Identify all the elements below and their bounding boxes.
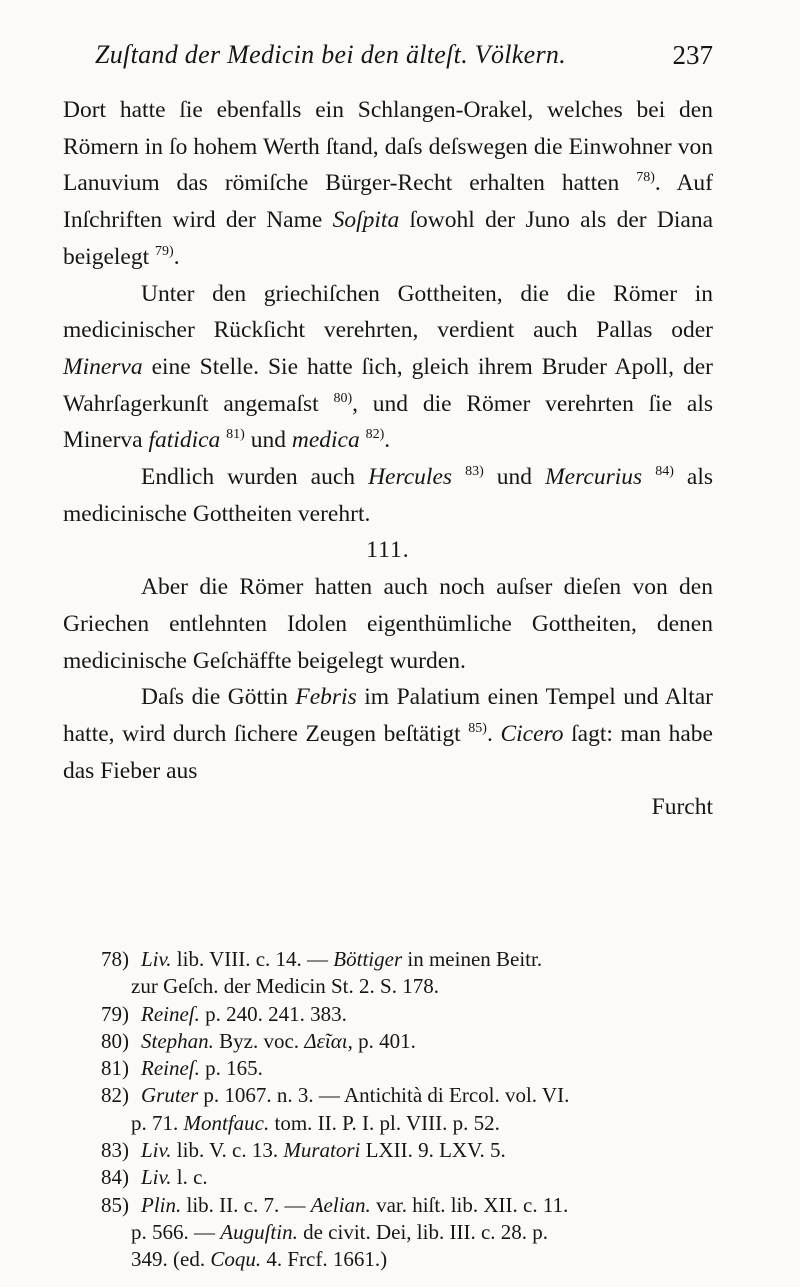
italic-term: Montfauc. xyxy=(183,1110,270,1135)
footnote-84 xyxy=(101,1164,713,1191)
footnote-ref: 79) xyxy=(155,243,174,259)
footnote-continuation: zur Geſch. der Medicin St. 2. S. 178. xyxy=(131,974,439,999)
italic-term: Gruter xyxy=(141,1083,199,1108)
footnote-number: 85) xyxy=(101,1192,129,1217)
italic-term: medica xyxy=(291,427,360,454)
footnote-81 xyxy=(101,1055,713,1082)
text-run: . xyxy=(384,427,391,454)
text-run: lib. VIII. c. 14. — xyxy=(171,947,334,971)
footnote-number: 82) xyxy=(101,1083,129,1108)
footnote-number: 83) xyxy=(101,1138,129,1163)
paragraph-5 xyxy=(63,679,713,789)
text-run xyxy=(642,464,655,490)
italic-term: Liv. xyxy=(141,1138,172,1163)
text-run: Aber die Römer hatten auch noch auſser dieſen von den Griechen entlehnten Idolen eigenthümliche Gottheiten, denen medicinische Geſchäffte beigelegt wurden. xyxy=(63,574,713,674)
text-run: lib. II. c. 7. — xyxy=(181,1192,311,1217)
running-title: Zuſtand der Medicin bei den älteſt. Völkern. xyxy=(95,40,566,69)
italic-term: Febris xyxy=(295,684,357,711)
page-number: 237 xyxy=(672,40,713,70)
text-run: ſowohl der Juno als der Diana beigelegt xyxy=(63,207,713,270)
text-run: 4. Frcf. 1661.) xyxy=(261,1247,388,1272)
paragraph-2 xyxy=(63,276,713,460)
paragraph-1 xyxy=(63,92,713,276)
footnote-number: 84) xyxy=(101,1165,129,1190)
text-run: Endlich wurden auch xyxy=(141,464,369,491)
italic-term: Reineſ. xyxy=(141,1056,200,1081)
italic-term: Cicero xyxy=(500,720,564,747)
text-run: tom. II. P. I. pl. VIII. p. 52. xyxy=(269,1110,500,1135)
italic-term: Muratori xyxy=(283,1138,361,1163)
main-text xyxy=(63,92,713,826)
text-run: Daſs die Göttin xyxy=(141,684,296,711)
italic-term: fatidica xyxy=(148,427,221,454)
italic-term: Coqu. xyxy=(210,1247,262,1272)
italic-term: Reineſ. xyxy=(141,1001,200,1026)
footnote-ref: 84) xyxy=(655,464,674,480)
footnote-number: 78) xyxy=(101,947,129,971)
page-header xyxy=(95,38,713,78)
text-run: Unter den griechiſchen Gottheiten, die die Römer in medicinischer Rückſicht verehrten, verdient auch Pallas oder xyxy=(63,280,713,344)
footnote-82 xyxy=(101,1082,713,1109)
text-run: p. 566. — xyxy=(131,1219,221,1244)
italic-term: Aelian. xyxy=(310,1192,371,1217)
text-run: ſagt: man habe das Fieber aus xyxy=(63,720,713,784)
footnote-number: 81) xyxy=(101,1056,129,1081)
footnote-number: 79) xyxy=(101,1001,129,1026)
footnote-ref: 83) xyxy=(465,464,484,480)
catchword: Furcht xyxy=(651,794,713,821)
text-run: und xyxy=(483,464,546,491)
text-run: l. c. xyxy=(171,1165,208,1190)
section-number: 111. xyxy=(366,537,410,564)
text-run: p. 71. xyxy=(131,1110,184,1135)
text-run: LXII. 9. LXV. 5. xyxy=(360,1138,506,1163)
text-run: als medicinische Gottheiten verehrt. xyxy=(63,464,714,527)
text-run: p. 165. xyxy=(199,1056,263,1081)
footnote-continuation xyxy=(101,1219,713,1246)
text-run: 349. (ed. xyxy=(131,1247,211,1272)
footnote-ref: 80) xyxy=(333,390,353,406)
footnote-ref: 82) xyxy=(365,427,385,443)
text-run: . Auf Inſchriften wird der Name xyxy=(63,170,713,234)
text-run: , und die Römer verehrten ſie als Minerva xyxy=(63,390,714,454)
italic-term: Liv. xyxy=(141,947,172,971)
footnote-ref: 81) xyxy=(226,427,245,443)
footnote-83 xyxy=(101,1137,713,1164)
text-run xyxy=(452,464,465,490)
footnote-80 xyxy=(101,1028,713,1055)
text-run: und xyxy=(244,427,292,454)
italic-term: Stephan. xyxy=(141,1028,214,1053)
text-run: eine Stelle. Sie hatte ſich, gleich ihrem Bruder Apoll, der Wahrſagerkunſt angemaſst xyxy=(63,353,713,417)
paragraph-4 xyxy=(63,569,713,679)
footnote-continuation xyxy=(101,1110,713,1137)
footnotes xyxy=(101,946,713,1274)
footnote-78 xyxy=(101,946,713,973)
text-run: var. hiſt. lib. XII. c. 11. xyxy=(370,1192,569,1217)
text-run: . xyxy=(173,243,180,270)
italic-term: Minerva xyxy=(63,353,143,380)
text-run: Byz. voc. xyxy=(213,1028,305,1053)
footnote-85 xyxy=(101,1192,713,1219)
text-run: Dort hatte ſie ebenfalls ein Schlangen-Orakel, welches bei den Römern in ſo hohem Werth ſtand, daſs deſswegen die Einwohner von Lanuvium das römiſche Bürger-Recht erhalten hatten xyxy=(63,97,713,197)
text-run: p. 240. 241. 383. xyxy=(199,1001,347,1026)
text-run: im Palatium einen Tempel und Altar hatte, wird durch ſichere Zeugen beſtätigt xyxy=(63,684,713,747)
italic-term: Plin. xyxy=(141,1192,182,1217)
italic-term: Soſpita xyxy=(332,207,400,234)
italic-term: Mercurius xyxy=(545,464,643,491)
footnote-79 xyxy=(101,1001,713,1028)
text-run: de civit. Dei, lib. III. c. 28. p. xyxy=(297,1219,549,1244)
footnote-number: 80) xyxy=(101,1028,129,1053)
italic-term: Hercules xyxy=(368,464,453,491)
italic-term: Auguſtin. xyxy=(220,1219,298,1244)
italic-term: Δεῖαι xyxy=(304,1028,348,1053)
text-run: . xyxy=(486,720,501,747)
footnote-ref: 85) xyxy=(468,720,487,736)
italic-term: Böttiger xyxy=(333,947,403,971)
footnote-continuation xyxy=(101,1246,713,1273)
italic-term: Liv. xyxy=(141,1165,172,1190)
footnote-ref: 78) xyxy=(636,170,655,186)
text-run: in meinen Beitr. xyxy=(402,947,543,971)
paragraph-3 xyxy=(63,459,713,532)
text-run: , p. 401. xyxy=(347,1028,416,1053)
text-run: lib. V. c. 13. xyxy=(171,1138,284,1163)
text-run: p. 1067. n. 3. — Antichità di Ercol. vol. VI. xyxy=(198,1083,570,1108)
